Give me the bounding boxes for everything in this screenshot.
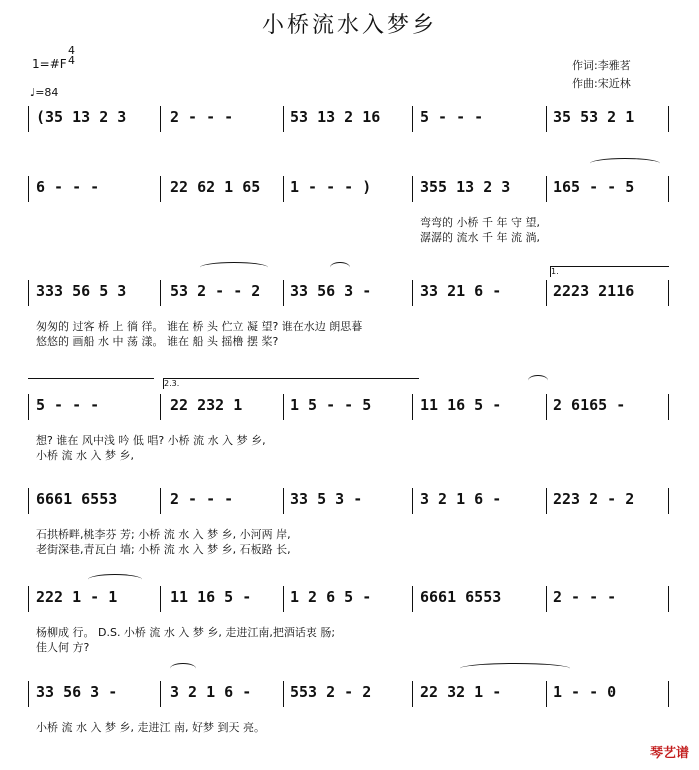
lyric-line: 潺潺的 流水 千 年 流 淌, [420,231,540,244]
lyric-line: 弯弯的 小桥 千 年 守 望, [420,216,540,229]
measure-notes: 1 - - 0 [553,683,617,701]
measure-notes: 22 62 1 65 [170,178,261,196]
barline [412,394,413,420]
barline [28,394,29,420]
slur-mark [330,262,350,273]
measure-notes: 2 6165 - [553,396,626,414]
barline [28,586,29,612]
measure-notes: 33 5 3 - [290,490,363,508]
measure-notes: 2 - - - [553,588,617,606]
time-top: 4 [68,44,75,57]
volta-line [28,378,154,389]
barline [160,176,161,202]
site-logo: 琴艺谱 [649,746,689,761]
barline [668,488,669,514]
measure-notes: 53 2 - - 2 [170,282,261,300]
barline [668,176,669,202]
measure-notes: 2 - - - [170,108,234,126]
measure-notes: (35 13 2 3 [36,108,127,126]
barline [160,586,161,612]
measure-notes: 3 2 1 6 - [170,683,252,701]
barline [283,176,284,202]
measure-notes: 53 13 2 16 [290,108,381,126]
lyric-line: 佳人何 方? [36,641,90,654]
measure-notes: 35 53 2 1 [553,108,635,126]
barline [546,176,547,202]
barline [668,586,669,612]
barline [412,176,413,202]
measure-notes: 33 21 6 - [420,282,502,300]
measure-notes: 165 - - 5 [553,178,635,196]
measure-notes: 11 16 5 - [170,588,252,606]
slur-mark [528,375,548,386]
barline [160,681,161,707]
barline [28,280,29,306]
barline [160,280,161,306]
lyric-line: 杨柳成 行。 D.S. 小桥 流 水 入 梦 乡, 走进江南,把酒话衷 肠; [36,626,336,639]
measure-notes: 2223 2116 [553,282,635,300]
lyric-line: 石拱桥畔,桃李芬 芳; 小桥 流 水 入 梦 乡, 小河两 岸, [36,528,291,541]
barline [412,681,413,707]
lyric-line: 老街深巷,青瓦白 墙; 小桥 流 水 入 梦 乡, 石板路 长, [36,543,291,556]
measure-notes: 1 2 6 5 - [290,588,372,606]
barline [668,394,669,420]
barline [546,586,547,612]
measure-notes: 1 5 - - 5 [290,396,372,414]
slur-mark [460,663,570,674]
slur-mark [590,158,660,169]
barline [160,394,161,420]
measure-notes: 22 232 1 [170,396,243,414]
barline [28,488,29,514]
barline [412,586,413,612]
barline [546,681,547,707]
barline [412,280,413,306]
barline [412,106,413,132]
barline [283,106,284,132]
lyric-line: 悠悠的 画船 水 中 荡 漾。 谁在 船 头 摇橹 摆 桨? [36,335,279,348]
slur-mark [170,663,196,674]
barline [412,488,413,514]
composer-credit: 作曲:宋近林 [572,77,631,90]
measure-notes: 5 - - - [420,108,484,126]
measure-notes: 11 16 5 - [420,396,502,414]
measure-notes: 6 - - - [36,178,100,196]
barline [160,488,161,514]
slur-mark [200,262,268,273]
measure-notes: 33 56 3 - [36,683,118,701]
measure-notes: 5 - - - [36,396,100,414]
volta-second-ending: 2.3. [163,378,419,389]
barline [283,586,284,612]
barline [283,681,284,707]
barline [283,394,284,420]
barline [546,280,547,306]
barline [668,681,669,707]
barline [28,681,29,707]
barline [283,280,284,306]
measure-notes: 355 13 2 3 [420,178,511,196]
lyric-line: 小桥 流 水 入 梦 乡, [36,449,134,462]
lyric-line: 想? 谁在 风中浅 吟 低 唱? 小桥 流 水 入 梦 乡, [36,434,266,447]
barline [28,106,29,132]
barline [668,106,669,132]
measure-notes: 33 56 3 - [290,282,372,300]
slur-mark [88,574,142,585]
measure-notes: 6661 6553 [36,490,118,508]
barline [546,488,547,514]
barline [668,280,669,306]
barline [546,394,547,420]
page-title: 小桥流水入梦乡 [261,13,437,38]
measure-notes: 333 56 5 3 [36,282,127,300]
measure-notes: 553 2 - 2 [290,683,372,701]
measure-notes: 2 - - - [170,490,234,508]
time-bottom: 4 [68,54,75,67]
measure-notes: 6661 6553 [420,588,502,606]
volta-first-ending: 1. [550,266,669,277]
barline [283,488,284,514]
measure-notes: 22 32 1 - [420,683,502,701]
measure-notes: 3 2 1 6 - [420,490,502,508]
key-signature: 1=#F [32,57,67,71]
barline [160,106,161,132]
measure-notes: 222 1 - 1 [36,588,118,606]
measure-notes: 1 - - - ) [290,178,372,196]
barline [546,106,547,132]
lyric-line: 小桥 流 水 入 梦 乡, 走进江 南, 好梦 到天 亮。 [36,721,265,734]
time-signature [68,46,75,66]
lyric-line: 匆匆的 过客 桥 上 徜 徉。 谁在 桥 头 伫立 凝 望? 谁在水边 朗思暮 [36,320,363,333]
tempo-marking: ♩=84 [30,86,59,99]
lyricist-credit: 作词:李雅茗 [572,59,631,72]
barline [28,176,29,202]
measure-notes: 223 2 - 2 [553,490,635,508]
